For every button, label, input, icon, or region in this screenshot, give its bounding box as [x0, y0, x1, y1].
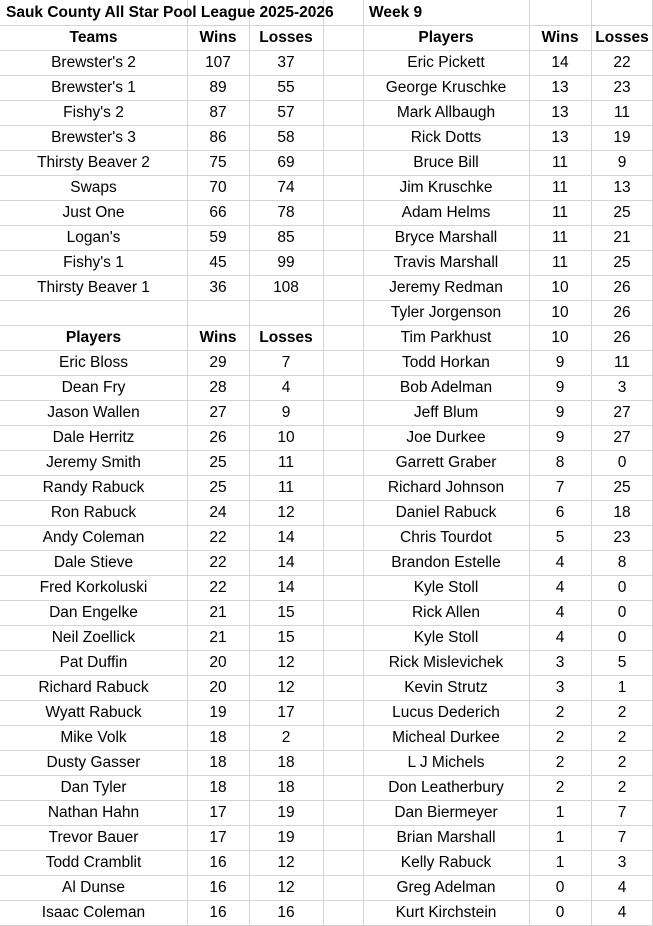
wins-cell: 29: [209, 354, 227, 371]
wins-cell: 36: [209, 279, 227, 296]
losses-cell: 9: [281, 404, 291, 421]
name-cell: Dale Herritz: [52, 429, 135, 446]
table-row: [0, 500, 653, 525]
wins-cell: 22: [209, 529, 227, 546]
name-cell: Just One: [62, 204, 125, 221]
name-cell: Jeff Blum: [413, 404, 479, 421]
table-row: [0, 475, 653, 500]
losses-cell: 78: [277, 204, 295, 221]
losses-col-header: Losses: [259, 329, 313, 346]
wins-cell: 3: [555, 654, 565, 671]
table-row: [0, 900, 653, 925]
name-cell: Kevin Strutz: [404, 679, 488, 696]
name-cell: Dean Fry: [61, 379, 126, 396]
wins-cell: 2: [555, 779, 565, 796]
losses-cell: 14: [277, 554, 295, 571]
losses-cell: 3: [617, 854, 627, 871]
losses-cell: 0: [617, 579, 627, 596]
losses-cell: 25: [613, 204, 631, 221]
wins-cell: 66: [209, 204, 227, 221]
name-cell: Daniel Rabuck: [395, 504, 497, 521]
losses-cell: 27: [613, 429, 631, 446]
losses-cell: 23: [613, 79, 631, 96]
losses-cell: 26: [613, 329, 631, 346]
losses-cell: 7: [281, 354, 291, 371]
wins-cell: 8: [555, 454, 565, 471]
wins-cell: 5: [555, 529, 565, 546]
table-row: [0, 325, 653, 350]
losses-cell: 16: [277, 904, 295, 921]
wins-cell: 107: [205, 54, 231, 71]
wins-cell: 28: [209, 379, 227, 396]
name-cell: Mike Volk: [60, 729, 127, 746]
losses-cell: 12: [277, 679, 295, 696]
name-cell: Jason Wallen: [47, 404, 140, 421]
name-cell: Al Dunse: [62, 879, 125, 896]
name-cell: Pat Duffin: [59, 654, 128, 671]
name-cell: Bruce Bill: [413, 154, 479, 171]
name-cell: Adam Helms: [401, 204, 491, 221]
name-cell: Dan Engelke: [49, 604, 138, 621]
table-row: [0, 175, 653, 200]
losses-cell: 11: [613, 104, 631, 121]
league-title: Sauk County All Star Pool League 2025-2026: [6, 4, 334, 21]
losses-cell: 25: [613, 479, 631, 496]
wins-cell: 9: [555, 354, 565, 371]
teams-col-header: Teams: [69, 29, 118, 46]
name-cell: Neil Zoellick: [51, 629, 136, 646]
name-cell: Kurt Kirchstein: [395, 904, 497, 921]
name-cell: Eric Pickett: [407, 54, 485, 71]
wins-cell: 7: [555, 479, 565, 496]
name-cell: Jeremy Smith: [46, 454, 141, 471]
losses-cell: 8: [617, 554, 627, 571]
losses-cell: 2: [281, 729, 291, 746]
wins-cell: 20: [209, 679, 227, 696]
wins-cell: 2: [555, 754, 565, 771]
losses-cell: 18: [277, 779, 295, 796]
losses-cell: 19: [277, 829, 295, 846]
name-cell: Thirsty Beaver 1: [37, 279, 150, 296]
table-row: [0, 75, 653, 100]
name-cell: Richard Rabuck: [38, 679, 149, 696]
name-cell: Rick Dotts: [410, 129, 482, 146]
losses-cell: 12: [277, 504, 295, 521]
name-cell: Micheal Durkee: [392, 729, 500, 746]
losses-cell: 19: [277, 804, 295, 821]
losses-cell: 21: [613, 229, 631, 246]
wins-cell: 59: [209, 229, 227, 246]
losses-cell: 4: [617, 879, 627, 896]
wins-cell: 25: [209, 454, 227, 471]
wins-cell: 10: [551, 304, 569, 321]
name-cell: Todd Horkan: [402, 354, 490, 371]
table-row: [0, 250, 653, 275]
name-cell: Rick Allen: [411, 604, 481, 621]
wins-cell: 13: [551, 129, 569, 146]
table-row: [0, 50, 653, 75]
losses-cell: 3: [617, 379, 627, 396]
losses-cell: 12: [277, 654, 295, 671]
wins-cell: 13: [551, 104, 569, 121]
losses-cell: 15: [277, 629, 295, 646]
name-cell: Logan's: [66, 229, 121, 246]
wins-cell: 10: [551, 329, 569, 346]
losses-cell: 7: [617, 829, 627, 846]
wins-cell: 2: [555, 704, 565, 721]
table-row: [0, 275, 653, 300]
title-row: [0, 0, 653, 25]
table-row: [0, 725, 653, 750]
losses-cell: 11: [277, 479, 295, 496]
losses-cell: 12: [277, 854, 295, 871]
losses-cell: 7: [617, 804, 627, 821]
losses-cell: 14: [277, 579, 295, 596]
losses-cell: 23: [613, 529, 631, 546]
name-cell: Joe Durkee: [406, 429, 486, 446]
name-cell: Swaps: [70, 179, 117, 196]
name-cell: L J Michels: [407, 754, 485, 771]
name-cell: Trevor Bauer: [48, 829, 139, 846]
losses-cell: 2: [617, 779, 627, 796]
wins-cell: 75: [209, 154, 227, 171]
losses-cell: 19: [613, 129, 631, 146]
wins-cell: 2: [555, 729, 565, 746]
name-cell: Greg Adelman: [396, 879, 496, 896]
table-row: [0, 775, 653, 800]
wins-cell: 70: [209, 179, 227, 196]
name-cell: Brewster's 2: [51, 54, 136, 71]
name-cell: George Kruschke: [385, 79, 507, 96]
name-cell: Bob Adelman: [399, 379, 493, 396]
table-row: [0, 675, 653, 700]
wins-cell: 25: [209, 479, 227, 496]
name-cell: Wyatt Rabuck: [45, 704, 142, 721]
losses-cell: 26: [613, 279, 631, 296]
wins-cell: 11: [551, 254, 569, 271]
wins-cell: 21: [209, 629, 227, 646]
losses-cell: 15: [277, 604, 295, 621]
table-row: [0, 550, 653, 575]
losses-cell: 4: [281, 379, 291, 396]
name-cell: Dan Tyler: [60, 779, 127, 796]
table-row: [0, 875, 653, 900]
table-row: [0, 625, 653, 650]
losses-col-header: Losses: [595, 29, 649, 46]
table-row: [0, 125, 653, 150]
losses-cell: 2: [617, 754, 627, 771]
table-row: [0, 700, 653, 725]
name-cell: Tyler Jorgenson: [390, 304, 502, 321]
losses-cell: 2: [617, 729, 627, 746]
name-cell: Ron Rabuck: [50, 504, 137, 521]
name-cell: Dan Biermeyer: [394, 804, 498, 821]
wins-cell: 18: [209, 729, 227, 746]
wins-cell: 9: [555, 429, 565, 446]
losses-cell: 27: [613, 404, 631, 421]
losses-cell: 12: [277, 879, 295, 896]
wins-cell: 10: [551, 279, 569, 296]
players-col-header: Players: [418, 29, 474, 46]
wins-cell: 17: [209, 829, 227, 846]
losses-cell: 74: [277, 179, 295, 196]
losses-cell: 0: [617, 604, 627, 621]
wins-cell: 14: [551, 54, 569, 71]
teams-header-row: [0, 25, 653, 50]
wins-cell: 0: [555, 904, 565, 921]
name-cell: Richard Johnson: [387, 479, 505, 496]
name-cell: Garrett Graber: [395, 454, 497, 471]
wins-cell: 9: [555, 379, 565, 396]
players-col-header: Players: [65, 329, 122, 346]
table-row: [0, 100, 653, 125]
name-cell: Todd Cramblit: [45, 854, 142, 871]
wins-cell: 27: [209, 404, 227, 421]
wins-cell: 21: [209, 604, 227, 621]
name-cell: Lucus Dederich: [392, 704, 500, 721]
name-cell: Andy Coleman: [42, 529, 145, 546]
losses-cell: 26: [613, 304, 631, 321]
losses-cell: 11: [277, 454, 295, 471]
name-cell: Nathan Hahn: [47, 804, 140, 821]
name-cell: Kelly Rabuck: [400, 854, 492, 871]
wins-cell: 6: [555, 504, 565, 521]
name-cell: Chris Tourdot: [400, 529, 492, 546]
name-cell: Fishy's 1: [63, 254, 124, 271]
losses-cell: 18: [277, 754, 295, 771]
name-cell: Brian Marshall: [396, 829, 496, 846]
table-row: [0, 800, 653, 825]
wins-col-header: Wins: [541, 29, 579, 46]
name-cell: Eric Bloss: [59, 354, 128, 371]
wins-cell: 4: [555, 579, 565, 596]
wins-cell: 1: [555, 829, 565, 846]
losses-cell: 4: [617, 904, 627, 921]
name-cell: Travis Marshall: [393, 254, 499, 271]
table-row: [0, 150, 653, 175]
wins-cell: 1: [555, 804, 565, 821]
wins-cell: 22: [209, 554, 227, 571]
name-cell: Rick Mislevichek: [388, 654, 504, 671]
wins-cell: 16: [209, 854, 227, 871]
losses-cell: 57: [277, 104, 295, 121]
name-cell: Tim Parkhust: [400, 329, 492, 346]
wins-cell: 86: [209, 129, 227, 146]
table-row: [0, 375, 653, 400]
table-row: [0, 350, 653, 375]
table-row: [0, 825, 653, 850]
losses-cell: 11: [613, 354, 631, 371]
table-row: [0, 225, 653, 250]
losses-cell: 55: [277, 79, 295, 96]
wins-cell: 11: [551, 179, 569, 196]
wins-col-header: Wins: [199, 329, 237, 346]
table-row: [0, 600, 653, 625]
losses-cell: 85: [277, 229, 295, 246]
name-cell: Kyle Stoll: [413, 579, 479, 596]
wins-cell: 0: [555, 879, 565, 896]
wins-cell: 11: [551, 204, 569, 221]
wins-cell: 1: [555, 854, 565, 871]
wins-cell: 89: [209, 79, 227, 96]
losses-cell: 1: [617, 679, 627, 696]
wins-cell: 4: [555, 554, 565, 571]
name-cell: Brewster's 3: [51, 129, 136, 146]
table-row: [0, 300, 653, 325]
wins-cell: 26: [209, 429, 227, 446]
wins-cell: 3: [555, 679, 565, 696]
table-row: [0, 400, 653, 425]
name-cell: Don Leatherbury: [388, 779, 504, 796]
losses-cell: 37: [277, 54, 295, 71]
table-row: [0, 425, 653, 450]
losses-col-header: Losses: [259, 29, 313, 46]
wins-cell: 16: [209, 879, 227, 896]
wins-col-header: Wins: [199, 29, 237, 46]
losses-cell: 18: [613, 504, 631, 521]
losses-cell: 0: [617, 629, 627, 646]
table-row: [0, 525, 653, 550]
wins-cell: 16: [209, 904, 227, 921]
losses-cell: 0: [617, 454, 627, 471]
losses-cell: 25: [613, 254, 631, 271]
losses-cell: 9: [617, 154, 627, 171]
name-cell: Brandon Estelle: [391, 554, 501, 571]
losses-cell: 13: [613, 179, 631, 196]
name-cell: Randy Rabuck: [42, 479, 145, 496]
name-cell: Isaac Coleman: [41, 904, 146, 921]
wins-cell: 87: [209, 104, 227, 121]
wins-cell: 11: [551, 154, 569, 171]
wins-cell: 4: [555, 604, 565, 621]
wins-cell: 18: [209, 779, 227, 796]
losses-cell: 17: [277, 704, 295, 721]
name-cell: Thirsty Beaver 2: [37, 154, 150, 171]
losses-cell: 99: [277, 254, 295, 271]
losses-cell: 108: [273, 279, 299, 296]
name-cell: Kyle Stoll: [413, 629, 479, 646]
losses-cell: 2: [617, 704, 627, 721]
wins-cell: 22: [209, 579, 227, 596]
table-row: [0, 575, 653, 600]
week-label: Week 9: [369, 4, 423, 21]
losses-cell: 69: [277, 154, 295, 171]
wins-cell: 18: [209, 754, 227, 771]
name-cell: Jim Kruschke: [399, 179, 493, 196]
wins-cell: 24: [209, 504, 227, 521]
name-cell: Bryce Marshall: [394, 229, 498, 246]
wins-cell: 45: [209, 254, 227, 271]
name-cell: Dusty Gasser: [46, 754, 141, 771]
losses-cell: 58: [277, 129, 295, 146]
table-row: [0, 850, 653, 875]
wins-cell: 13: [551, 79, 569, 96]
table-row: [0, 750, 653, 775]
wins-cell: 19: [209, 704, 227, 721]
table-row: [0, 450, 653, 475]
wins-cell: 4: [555, 629, 565, 646]
wins-cell: 9: [555, 404, 565, 421]
name-cell: Dale Stieve: [53, 554, 134, 571]
wins-cell: 11: [551, 229, 569, 246]
losses-cell: 14: [277, 529, 295, 546]
name-cell: Brewster's 1: [51, 79, 136, 96]
name-cell: Fred Korkoluski: [39, 579, 148, 596]
table-row: [0, 200, 653, 225]
losses-cell: 10: [277, 429, 295, 446]
name-cell: Fishy's 2: [63, 104, 124, 121]
name-cell: Jeremy Redman: [389, 279, 503, 296]
losses-cell: 5: [617, 654, 627, 671]
name-cell: Mark Allbaugh: [396, 104, 496, 121]
losses-cell: 22: [613, 54, 631, 71]
wins-cell: 20: [209, 654, 227, 671]
wins-cell: 17: [209, 804, 227, 821]
table-row: [0, 650, 653, 675]
